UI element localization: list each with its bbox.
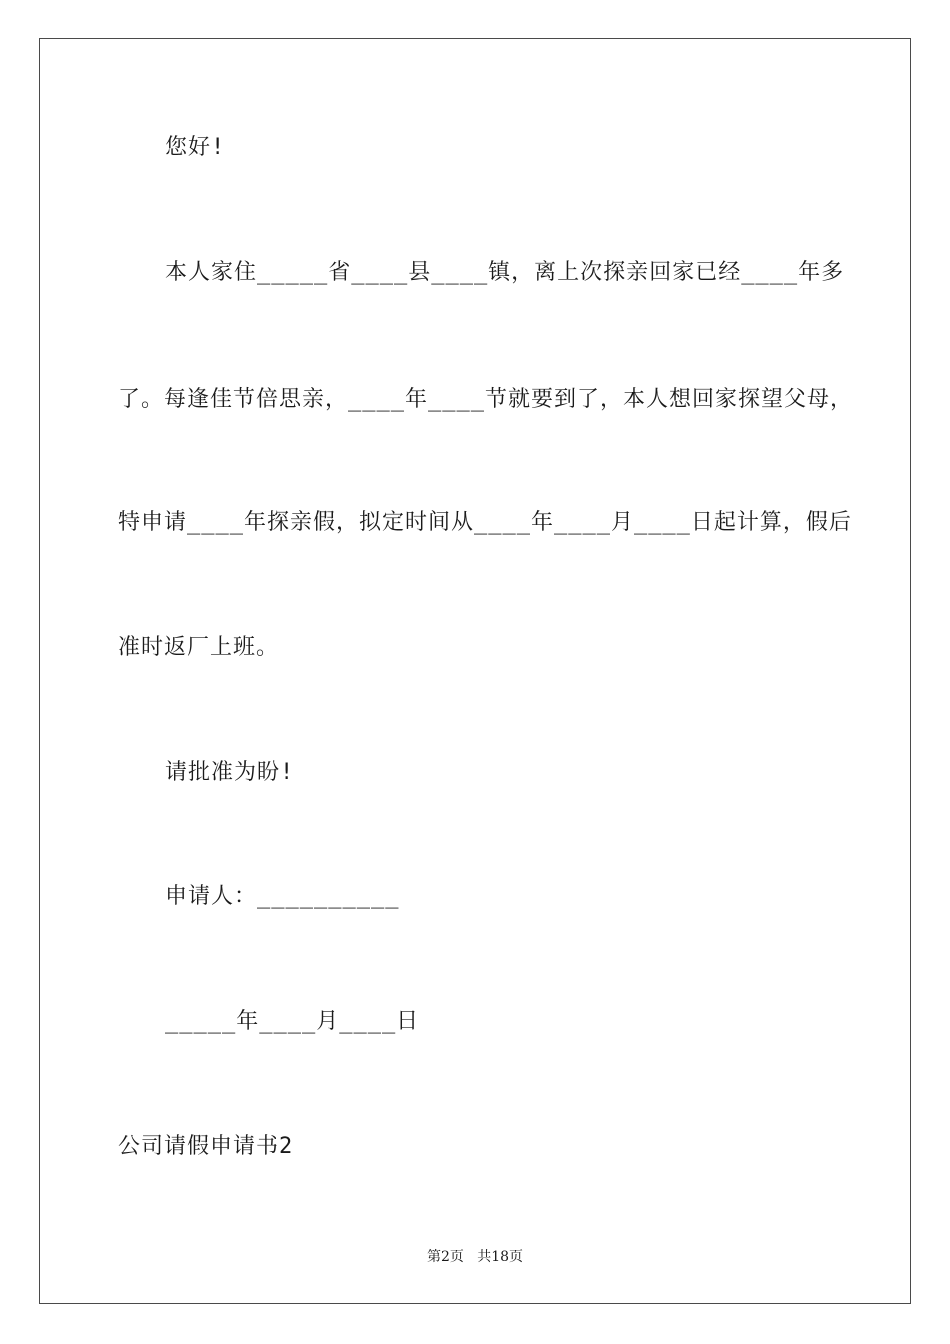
date-field: _____年____月____日	[165, 1009, 420, 1034]
section-title: 公司请假申请书2	[118, 1134, 294, 1159]
greeting: 您好!	[165, 135, 226, 160]
closing-text: 请批准为盼!	[165, 760, 295, 785]
page-number-footer: 第2页 共18页	[426, 1249, 524, 1265]
applicant-field: 申请人：__________	[165, 884, 400, 909]
body-line-2: 了。每逢佳节倍思亲，____年____节就要到了，本人想回家探望父母，	[118, 387, 853, 412]
body-line-1: 本人家住_____省____县____镇，离上次探亲回家已经____年多	[165, 260, 845, 285]
body-line-4: 准时返厂上班。	[118, 635, 280, 660]
page-frame	[39, 38, 911, 1304]
body-line-3: 特申请____年探亲假，拟定时间从____年____月____日起计算，假后	[118, 510, 852, 535]
